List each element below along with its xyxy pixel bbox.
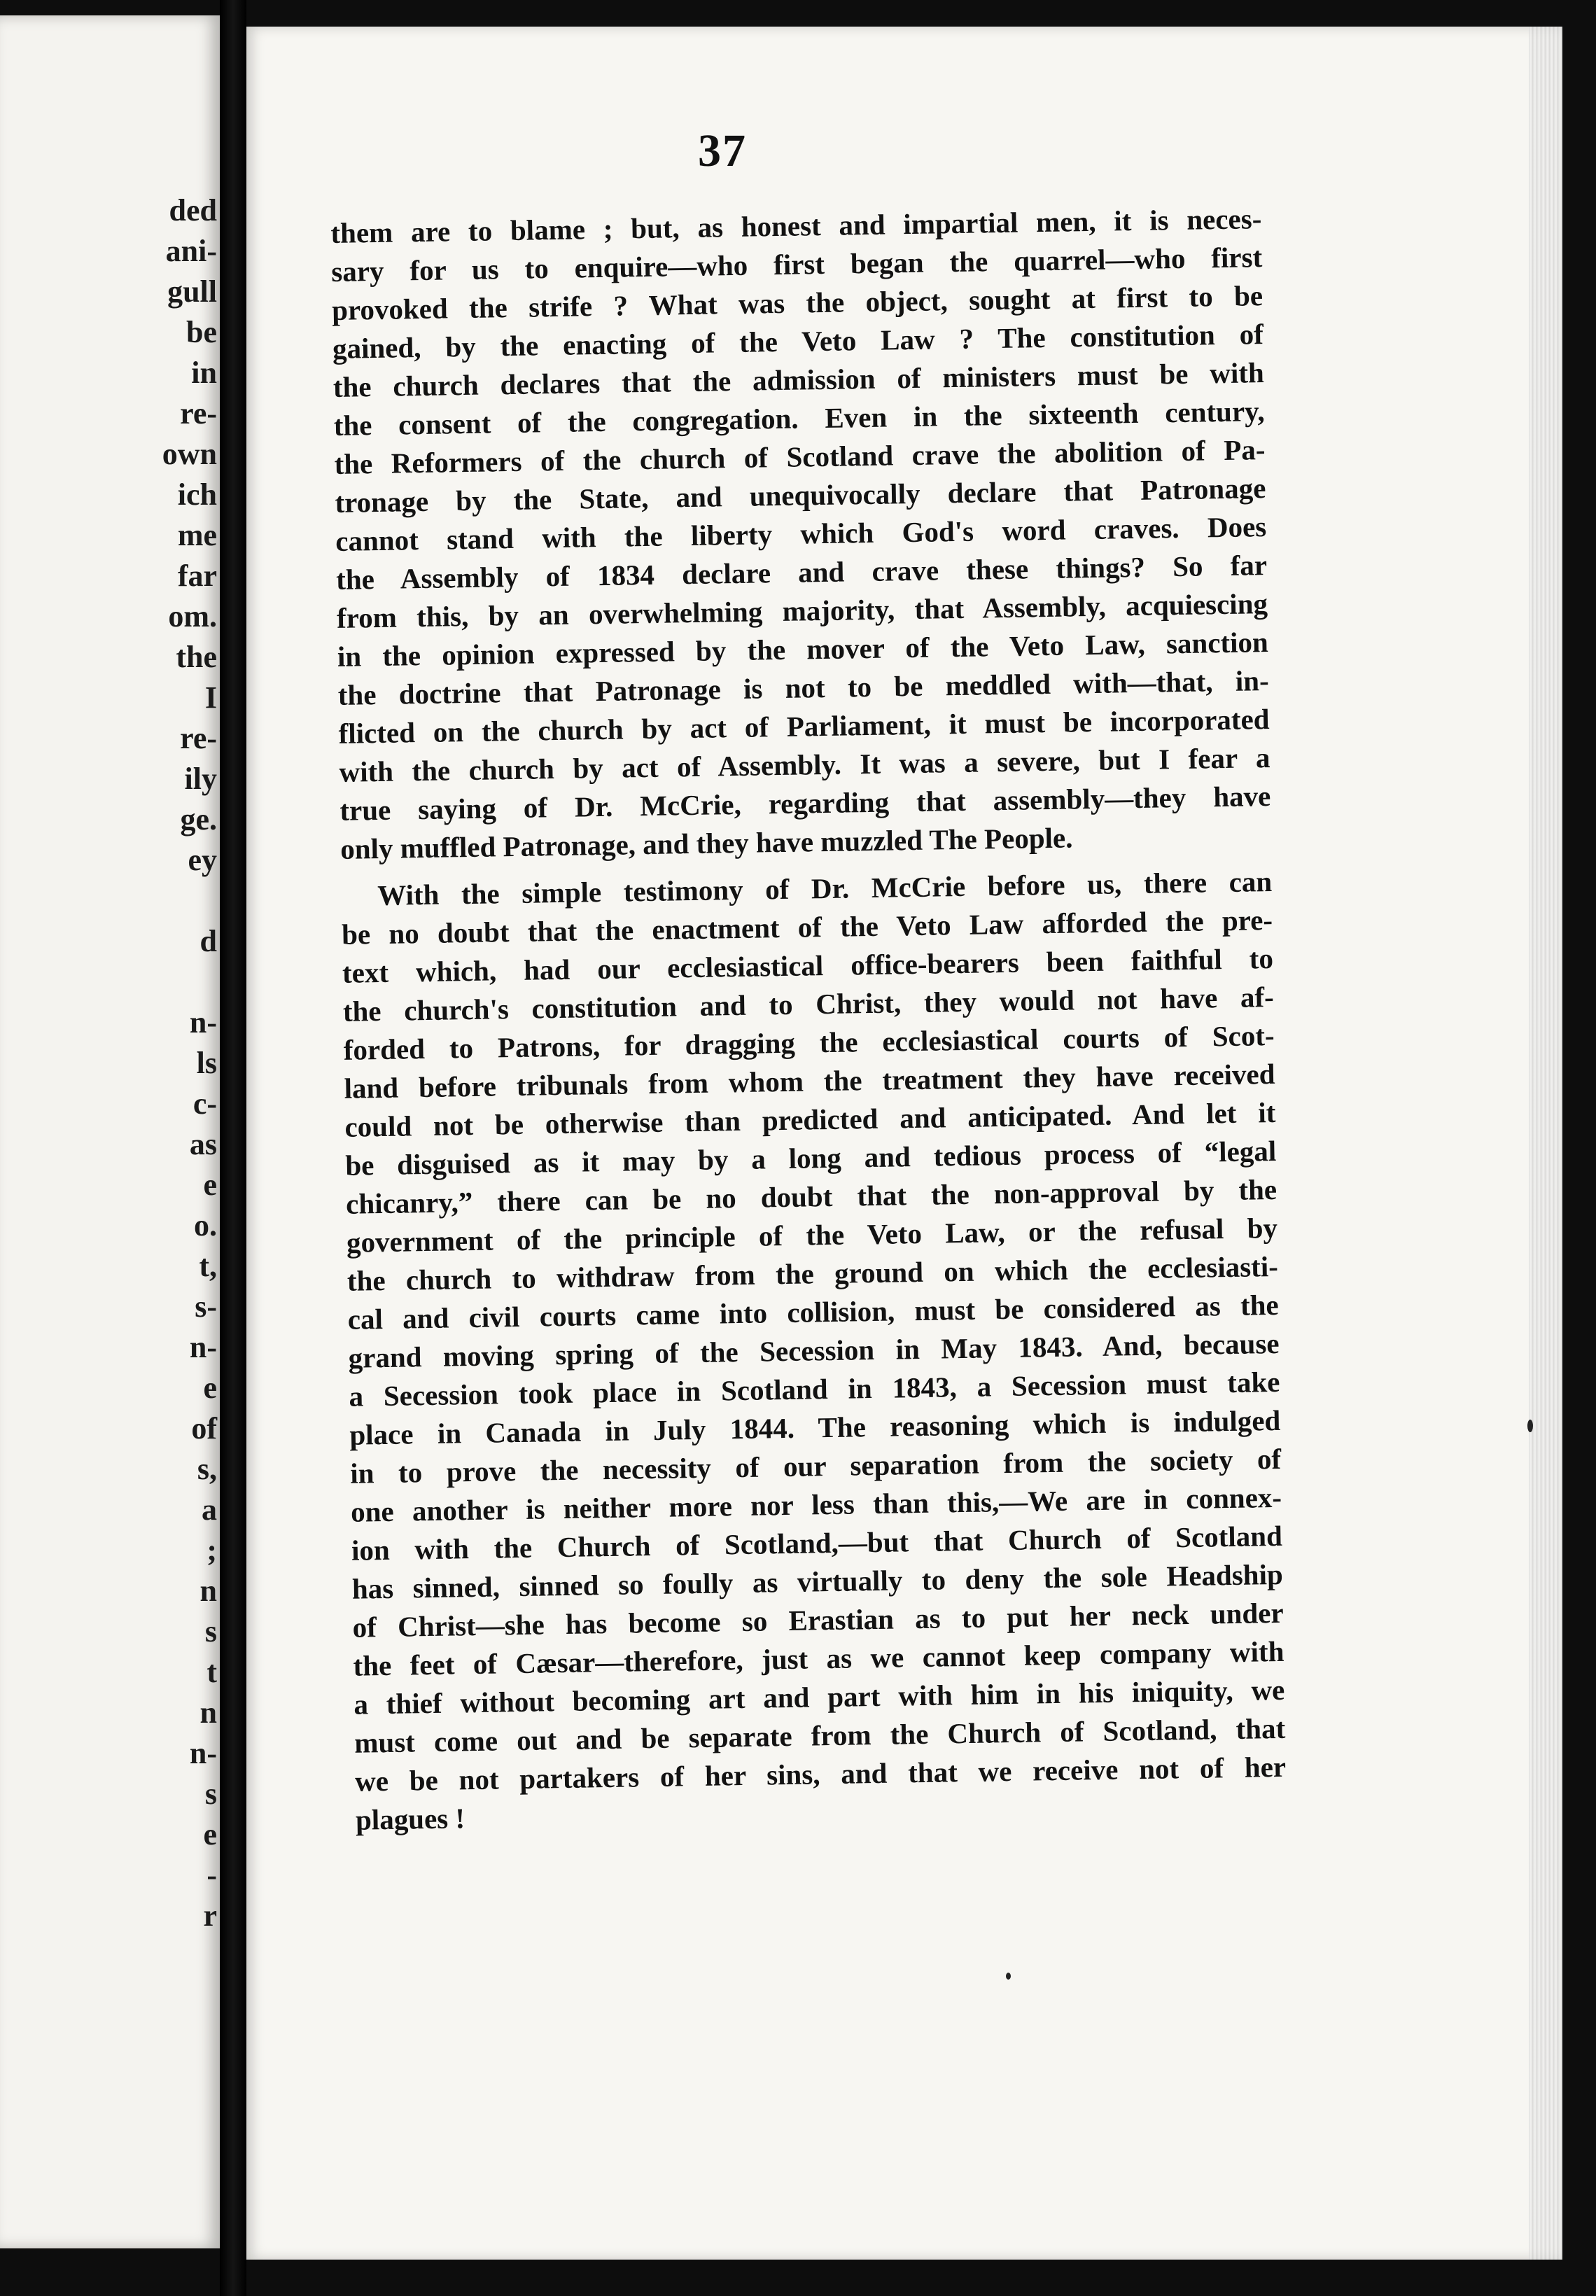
text-line: has sinned, sinned so foully as virtually to deny the sole Headship	[351, 1558, 1284, 1605]
facing-page-text-fragments	[136, 190, 220, 1936]
text-line: government of the principle of the Veto Law, or the refusal by	[346, 1211, 1278, 1259]
text-line: the church's constitution and to Christ, they would not have af-	[342, 980, 1275, 1028]
facing-page-fragment: re-	[180, 396, 217, 430]
text-line: be disguised as it may by a long and tedious process of “legal	[344, 1134, 1277, 1182]
facing-page-fragment: me	[177, 518, 217, 552]
text-line: only muffled Patronage, and they have muzzled The People.	[340, 821, 1073, 865]
facing-page-fragment: c-	[192, 1086, 217, 1121]
facing-page-fragment: d	[200, 924, 217, 958]
facing-page-fragment: n-	[189, 1736, 217, 1770]
facing-page-fragment: e	[203, 1371, 217, 1405]
facing-page-fragment: n	[200, 1695, 217, 1730]
text-line: the consent of the congregation. Even in the sixteenth century,	[333, 395, 1265, 442]
text-line: the church declares that the admission of ministers must be with	[332, 356, 1265, 403]
text-line: ion with the Church of Scotland,—but that Church of Scotland	[351, 1519, 1283, 1567]
text-line: the doctrine that Patronage is not to be meddled with—that, in-	[337, 664, 1269, 711]
text-line: With the simple testimony of Dr. McCrie before us, there can	[377, 864, 1273, 912]
book-page	[246, 27, 1562, 2260]
facing-page-fragment: I	[204, 680, 217, 715]
text-line: forded to Patrons, for dragging the ecclesiastical courts of Scot-	[343, 1018, 1275, 1066]
text-line: could not be otherwise than predicted and anticipated. And let it	[344, 1096, 1276, 1143]
facing-page-fragment: e	[203, 1168, 217, 1202]
facing-page-fragment	[136, 881, 220, 921]
facing-page-fragment: s	[204, 1777, 217, 1811]
facing-page-fragment: o.	[194, 1208, 217, 1242]
facing-page-fragment: own	[162, 437, 217, 471]
facing-page-fragment: as	[189, 1127, 217, 1161]
text-line: the Assembly of 1834 declare and crave these things? So far	[335, 549, 1268, 596]
text-line: plagues !	[355, 1802, 465, 1836]
facing-page-fragment: s-	[195, 1289, 217, 1324]
facing-page-fragment: ded	[169, 193, 217, 227]
facing-page-fragment: ily	[184, 762, 217, 796]
text-line: from this, by an overwhelming majority, that Assembly, acquiescing	[336, 587, 1268, 634]
text-line: land before tribunals from whom the treatment they have received	[344, 1057, 1275, 1105]
facing-page-fragment: gull	[167, 274, 217, 309]
text-line: sary for us to enquire—who first began the quarrel—who first	[330, 241, 1263, 288]
facing-page-fragment: om.	[168, 599, 217, 634]
text-line: them are to blame ; but, as honest and impartial men, it is neces-	[330, 202, 1262, 249]
facing-page-fragment: be	[186, 315, 217, 349]
facing-page-fragment: ey	[188, 843, 217, 877]
facing-page-fragment: n-	[189, 1005, 217, 1040]
text-line: one another is neither more nor less than this,—We are in connex-	[350, 1480, 1282, 1528]
text-line: we be not partakers of her sins, and that we receive not of her	[354, 1750, 1287, 1798]
text-line: a Secession took place in Scotland in 1843, a Secession must take	[349, 1365, 1280, 1413]
ink-speck	[1006, 1973, 1011, 1980]
text-line: flicted on the church by act of Parliament, it must be incorporated	[338, 703, 1270, 750]
page-number: 37	[698, 125, 747, 176]
facing-page-fragment: in	[191, 356, 217, 390]
facing-page-fragment: s	[204, 1614, 217, 1648]
facing-page-fragment: n-	[189, 1330, 217, 1364]
text-line: tronage by the State, and unequivocally declare that Patronage	[335, 472, 1266, 519]
facing-page-fragment: t,	[199, 1249, 217, 1283]
text-line: gained, by the enacting of the Veto Law ? The constitution of	[332, 318, 1264, 365]
page-body-text	[330, 200, 1287, 1840]
facing-page-left	[0, 15, 220, 2248]
text-line: the feet of Cæsar—therefore, just as we cannot keep company with	[353, 1634, 1284, 1682]
text-line: text which, had our ecclesiastical office-bearers been faithful to	[342, 941, 1274, 989]
facing-page-fragment: the	[176, 640, 217, 674]
text-line: a thief without becoming art and part with him in his iniquity, we	[354, 1673, 1285, 1721]
facing-page-fragment: ge.	[180, 802, 217, 836]
facing-page-fragment: ani-	[165, 234, 217, 268]
text-line: the Reformers of the church of Scotland crave the abolition of Pa-	[334, 433, 1266, 480]
text-line: true saying of Dr. McCrie, regarding that assembly—they have	[340, 780, 1271, 827]
facing-page-fragment: r	[203, 1898, 217, 1933]
facing-page-fragment: n	[200, 1574, 217, 1608]
facing-page-fragment: far	[177, 559, 217, 593]
text-line: be no doubt that the enactment of the Veto Law afforded the pre-	[341, 903, 1273, 951]
ink-speck	[1527, 1420, 1533, 1432]
text-line: provoked the strife ? What was the object, sought at first to be	[331, 279, 1264, 326]
text-line: in the opinion expressed by the mover of the Veto Law, sanction	[337, 626, 1269, 673]
facing-page-fragment: of	[191, 1411, 217, 1446]
text-line: with the church by act of Assembly. It was a severe, but I fear a	[339, 741, 1270, 788]
page-edge	[1529, 27, 1562, 2260]
facing-page-fragment: ;	[206, 1533, 217, 1567]
facing-page-fragment: ls	[196, 1046, 217, 1080]
text-line: grand moving spring of the Secession in May 1843. And, because	[348, 1326, 1280, 1374]
facing-page-fragment: re-	[180, 721, 217, 755]
facing-page-fragment	[136, 962, 220, 1002]
facing-page-fragment: a	[202, 1492, 217, 1527]
text-line: must come out and be separate from the Church of Scotland, that	[354, 1712, 1286, 1759]
text-line: in to prove the necessity of our separation from the society of	[349, 1442, 1282, 1490]
facing-page-fragment: s,	[197, 1452, 217, 1486]
facing-page-fragment: ich	[177, 477, 217, 512]
facing-page-fragment: e	[203, 1817, 217, 1851]
text-line: place in Canada in July 1844. The reasoning which is indulged	[349, 1404, 1281, 1451]
book-gutter	[220, 0, 246, 2296]
text-line: cal and civil courts came into collision, must be considered as the	[347, 1288, 1279, 1336]
text-line: chicanry,” there can be no doubt that the non-approval by the	[345, 1172, 1278, 1220]
text-line: cannot stand with the liberty which God's word craves. Does	[335, 510, 1267, 557]
text-line: of Christ—she has become so Erastian as to put her neck under	[352, 1596, 1284, 1644]
text-line: the church to withdraw from the ground on which the ecclesiasti-	[346, 1250, 1279, 1297]
facing-page-fragment: t	[206, 1655, 217, 1689]
facing-page-fragment: -	[206, 1858, 217, 1892]
